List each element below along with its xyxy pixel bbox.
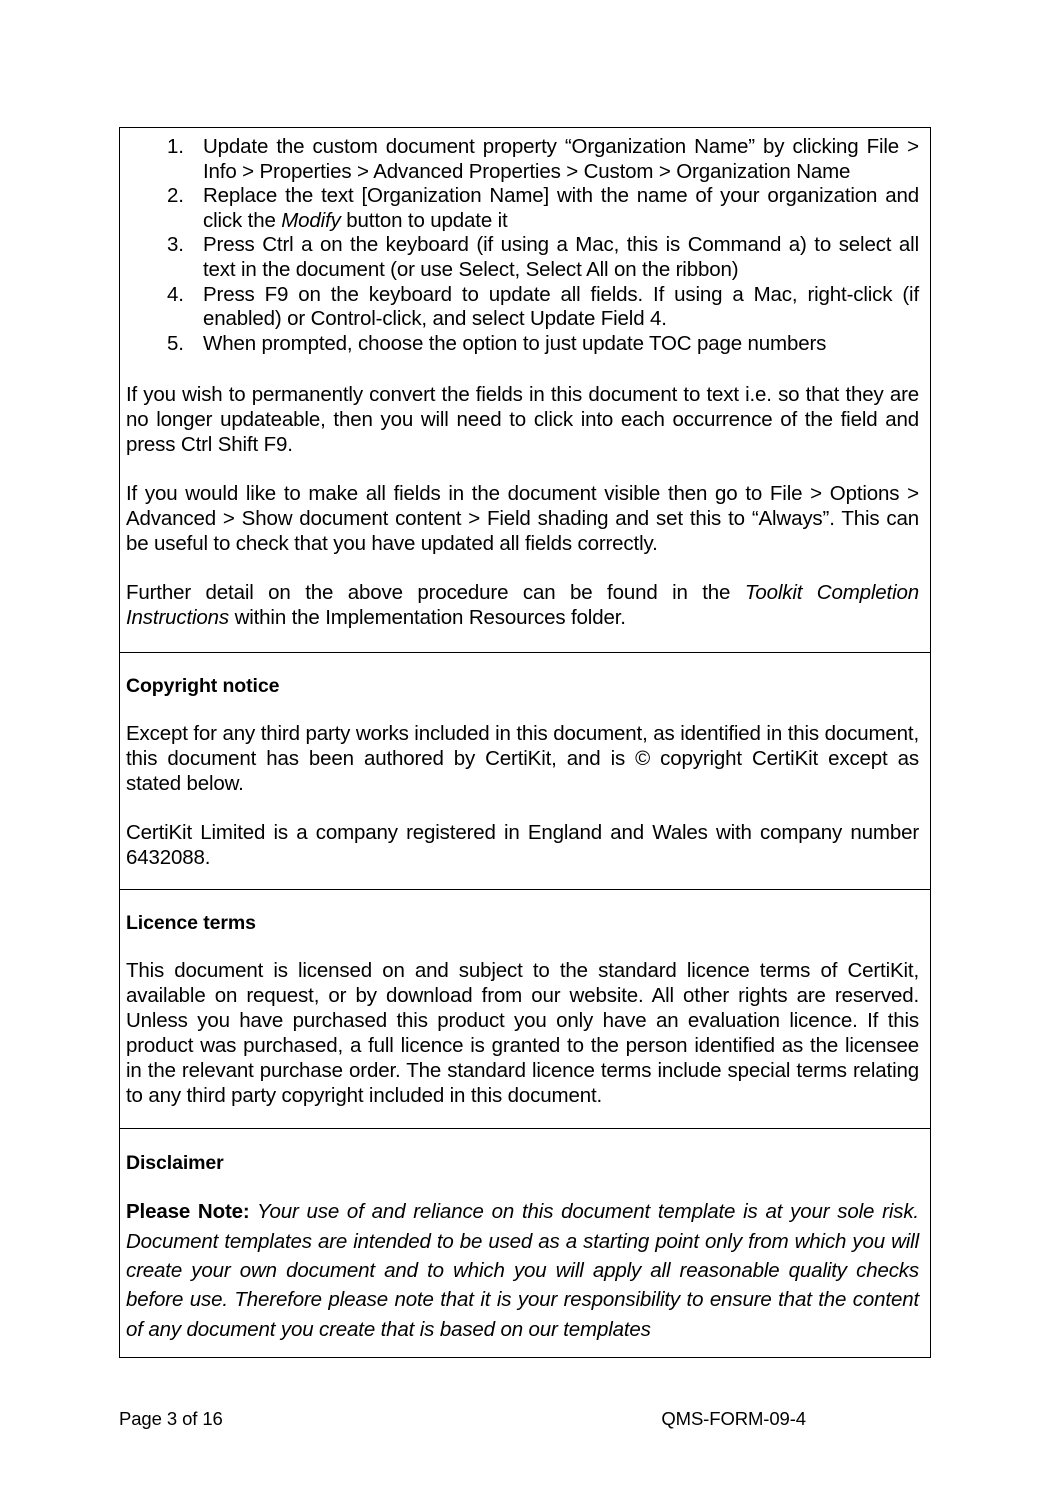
step-text-before-emphasis: Replace the text [Organization Name] with the name of your organization and click the [203, 184, 919, 232]
copyright-cell [120, 653, 930, 889]
list-item: When prompted, choose the option to just update TOC page numbers [203, 331, 827, 355]
list-item [126, 184, 919, 233]
instructions-cell [120, 128, 930, 652]
copyright-paragraph-1: Except for any third party works included in this document, as identified in this document, this document has been authored by CertiKit, and is © copyright CertiKit except as stated below. [126, 722, 919, 796]
footer-document-reference: QMS-FORM-09-4 [661, 1408, 806, 1429]
section-heading-copyright: Copyright notice [126, 675, 280, 698]
update-steps-list [126, 135, 919, 356]
licence-paragraph-1: This document is licensed on and subject to the standard licence terms of CertiKit, available on request, or by download from our website. All other rights are reserved. Unless you have purchased this product you only have an evaluation licence. If this product was purchased, a full licence is granted to the person identified as the licensee in the relevant purchase order. The standard licence terms include special terms relating to any third party copyright included in this document. [126, 959, 919, 1108]
further-detail-paragraph [126, 580, 919, 630]
step-emphasis-modify: Modify [281, 208, 341, 232]
licence-cell [120, 890, 930, 1128]
disclaimer-note-body: Your use of and reliance on this document template is at your sole risk. Document templates are intended to be used as a starting point only from which you will create your own document and to which you will apply all reasonable quality checks before use. Therefore please note that it is your responsibility to ensure that the content of any document you create that is based on our templates [126, 1200, 919, 1341]
table-row-licence [120, 890, 930, 1129]
further-detail-text-after: within the Implementation Resources folder. [229, 606, 626, 630]
section-heading-licence: Licence terms [126, 912, 256, 935]
list-item: Press F9 on the keyboard to update all fields. If using a Mac, right-click (if enabled) or Control-click, and select Update Field 4. [203, 282, 919, 331]
document-content-table [119, 127, 931, 1358]
table-row-disclaimer [120, 1129, 930, 1356]
section-heading-disclaimer: Disclaimer [126, 1152, 224, 1175]
table-row-copyright [120, 653, 930, 890]
disclaimer-note-paragraph [126, 1197, 919, 1343]
further-detail-emphasis-toolkit: Toolkit Completion Instructions [126, 581, 920, 630]
step-text-after-emphasis: button to update it [340, 208, 508, 232]
footer-page-number: Page 3 of 16 [119, 1408, 223, 1429]
page-footer [119, 1408, 931, 1430]
instructions-paragraph-2: If you would like to make all fields in the document visible then go to File > Options > Advanced > Show document content > Field shading and set this to “Always”. This can be useful to check that you have updated all fields correctly. [126, 482, 919, 556]
further-detail-text-before: Further detail on the above procedure can be found in the [126, 581, 745, 605]
list-item: Update the custom document property “Organization Name” by clicking File > Info > Properties > Advanced Properties > Custom > Organization Name [203, 135, 919, 183]
disclaimer-note-label: Please Note: [126, 1200, 250, 1224]
instructions-paragraph-1: If you wish to permanently convert the fields in this document to text i.e. so that they are no longer updateable, then you will need to click into each occurrence of the field and press Ctrl Shift F9. [126, 383, 919, 457]
copyright-paragraph-2: CertiKit Limited is a company registered in England and Wales with company number 6432088. [126, 821, 919, 870]
list-item: Press Ctrl a on the keyboard (if using a Mac, this is Command a) to select all text in the document (or use Select, Select All on the ribbon) [203, 233, 919, 281]
disclaimer-cell [120, 1129, 930, 1356]
table-row-instructions [120, 128, 930, 653]
